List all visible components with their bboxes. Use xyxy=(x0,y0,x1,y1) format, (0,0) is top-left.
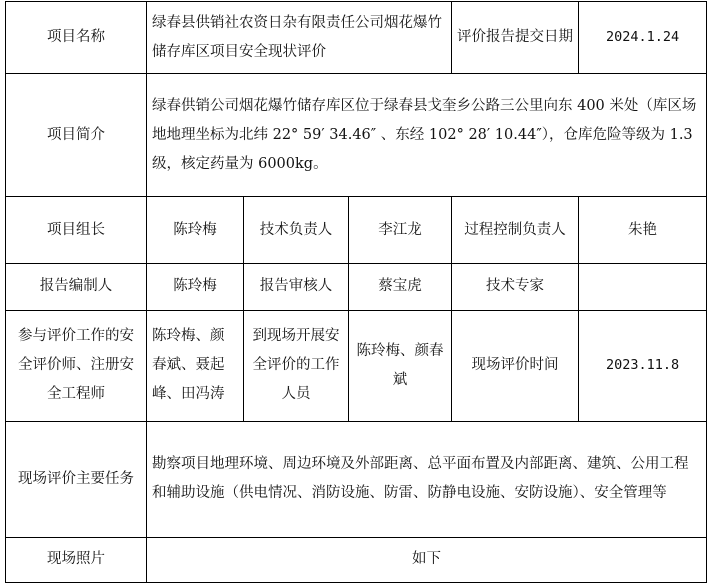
onsite-staff-value: 陈玲梅、颜春斌 xyxy=(349,310,452,421)
onsite-time-label: 现场评价时间 xyxy=(452,310,579,421)
tech-lead-label: 技术负责人 xyxy=(244,197,349,264)
intro-label: 项目简介 xyxy=(6,74,147,197)
expert-label: 技术专家 xyxy=(452,264,579,310)
tasks-label: 现场评价主要任务 xyxy=(6,421,147,537)
process-control-value: 朱艳 xyxy=(579,197,707,264)
report-date-value: 2024.1.24 xyxy=(579,2,707,74)
report-date-label: 评价报告提交日期 xyxy=(452,2,579,74)
photos-value: 如下 xyxy=(147,537,707,582)
expert-value xyxy=(579,264,707,310)
onsite-time-value: 2023.11.8 xyxy=(579,310,707,421)
reviewer-label: 报告审核人 xyxy=(244,264,349,310)
author-label: 报告编制人 xyxy=(6,264,147,310)
project-info-table xyxy=(5,1,707,583)
process-control-label: 过程控制负责人 xyxy=(452,197,579,264)
tasks-text: 勘察项目地理环境、周边环境及外部距离、总平面布置及内部距离、建筑、公用工程和辅助设施（供电情况、消防设施、防雷、防静电设施、安防设施）、安全管理等 xyxy=(147,421,707,537)
tech-lead-value: 李江龙 xyxy=(349,197,452,264)
photos-label: 现场照片 xyxy=(6,537,147,582)
onsite-staff-label: 到现场开展安全评价的工作人员 xyxy=(244,310,349,421)
project-name-value: 绿春县供销社农资日杂有限责任公司烟花爆竹储存库区项目安全现状评价 xyxy=(147,2,452,74)
leader-label: 项目组长 xyxy=(6,197,147,264)
project-name-label: 项目名称 xyxy=(6,2,147,74)
reviewer-value: 蔡宝虎 xyxy=(349,264,452,310)
author-value: 陈玲梅 xyxy=(147,264,244,310)
intro-text: 绿春供销公司烟花爆竹储存库区位于绿春县戈奎乡公路三公里向东 400 米处（库区场地地理坐标为北纬 22° 59′ 34.46″ 、东经 102° 28′ 10.44″），仓库危险等级为 1.3 级，核定药量为 6000kg。 xyxy=(147,74,707,197)
evaluators-value: 陈玲梅、颜春斌、聂起峰、田冯涛 xyxy=(147,310,244,421)
evaluators-label: 参与评价工作的安全评价师、注册安全工程师 xyxy=(6,310,147,421)
leader-value: 陈玲梅 xyxy=(147,197,244,264)
